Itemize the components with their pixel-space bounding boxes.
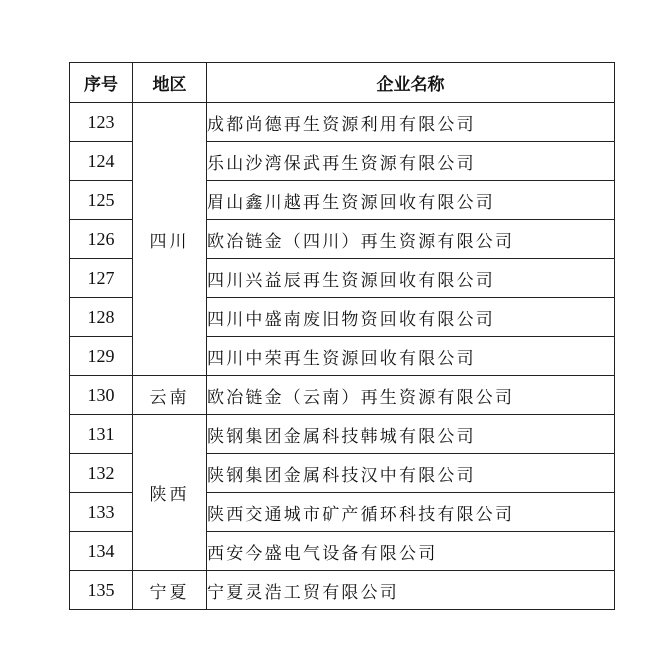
- company-name: 四川中盛南废旧物资回收有限公司: [207, 298, 615, 337]
- table-row: [70, 571, 615, 610]
- company-name: 陕西交通城市矿产循环科技有限公司: [207, 493, 615, 532]
- table-header: [70, 63, 615, 103]
- company-name: 眉山鑫川越再生资源回收有限公司: [207, 181, 615, 220]
- company-name: 乐山沙湾保武再生资源有限公司: [207, 142, 615, 181]
- row-index: 125: [70, 181, 133, 220]
- row-index: 129: [70, 337, 133, 376]
- row-index: 126: [70, 220, 133, 259]
- row-index: 130: [70, 376, 133, 415]
- header-index: 序号: [70, 63, 133, 103]
- region-cell-ningxia: 宁夏: [133, 571, 207, 610]
- row-index: 132: [70, 454, 133, 493]
- row-index: 131: [70, 415, 133, 454]
- region-cell-sichuan: 四川: [133, 103, 207, 376]
- company-name: 西安今盛电气设备有限公司: [207, 532, 615, 571]
- row-index: 128: [70, 298, 133, 337]
- table-row: [70, 415, 615, 454]
- row-index: 123: [70, 103, 133, 142]
- company-name: 宁夏灵浩工贸有限公司: [207, 571, 615, 610]
- row-index: 133: [70, 493, 133, 532]
- header-row: [70, 63, 615, 103]
- row-index: 134: [70, 532, 133, 571]
- table-row: [70, 376, 615, 415]
- company-name: 四川中荣再生资源回收有限公司: [207, 337, 615, 376]
- table-body: [70, 103, 615, 610]
- company-list-table: [69, 62, 615, 610]
- table-row: [70, 103, 615, 142]
- header-company: 企业名称: [207, 63, 615, 103]
- company-name: 四川兴益辰再生资源回收有限公司: [207, 259, 615, 298]
- row-index: 124: [70, 142, 133, 181]
- region-cell-yunnan: 云南: [133, 376, 207, 415]
- header-region: 地区: [133, 63, 207, 103]
- row-index: 127: [70, 259, 133, 298]
- company-name: 欧冶链金（四川）再生资源有限公司: [207, 220, 615, 259]
- company-name: 欧冶链金（云南）再生资源有限公司: [207, 376, 615, 415]
- company-name: 陕钢集团金属科技韩城有限公司: [207, 415, 615, 454]
- company-name: 陕钢集团金属科技汉中有限公司: [207, 454, 615, 493]
- region-cell-shaanxi: 陕西: [133, 415, 207, 571]
- row-index: 135: [70, 571, 133, 610]
- company-name: 成都尚德再生资源利用有限公司: [207, 103, 615, 142]
